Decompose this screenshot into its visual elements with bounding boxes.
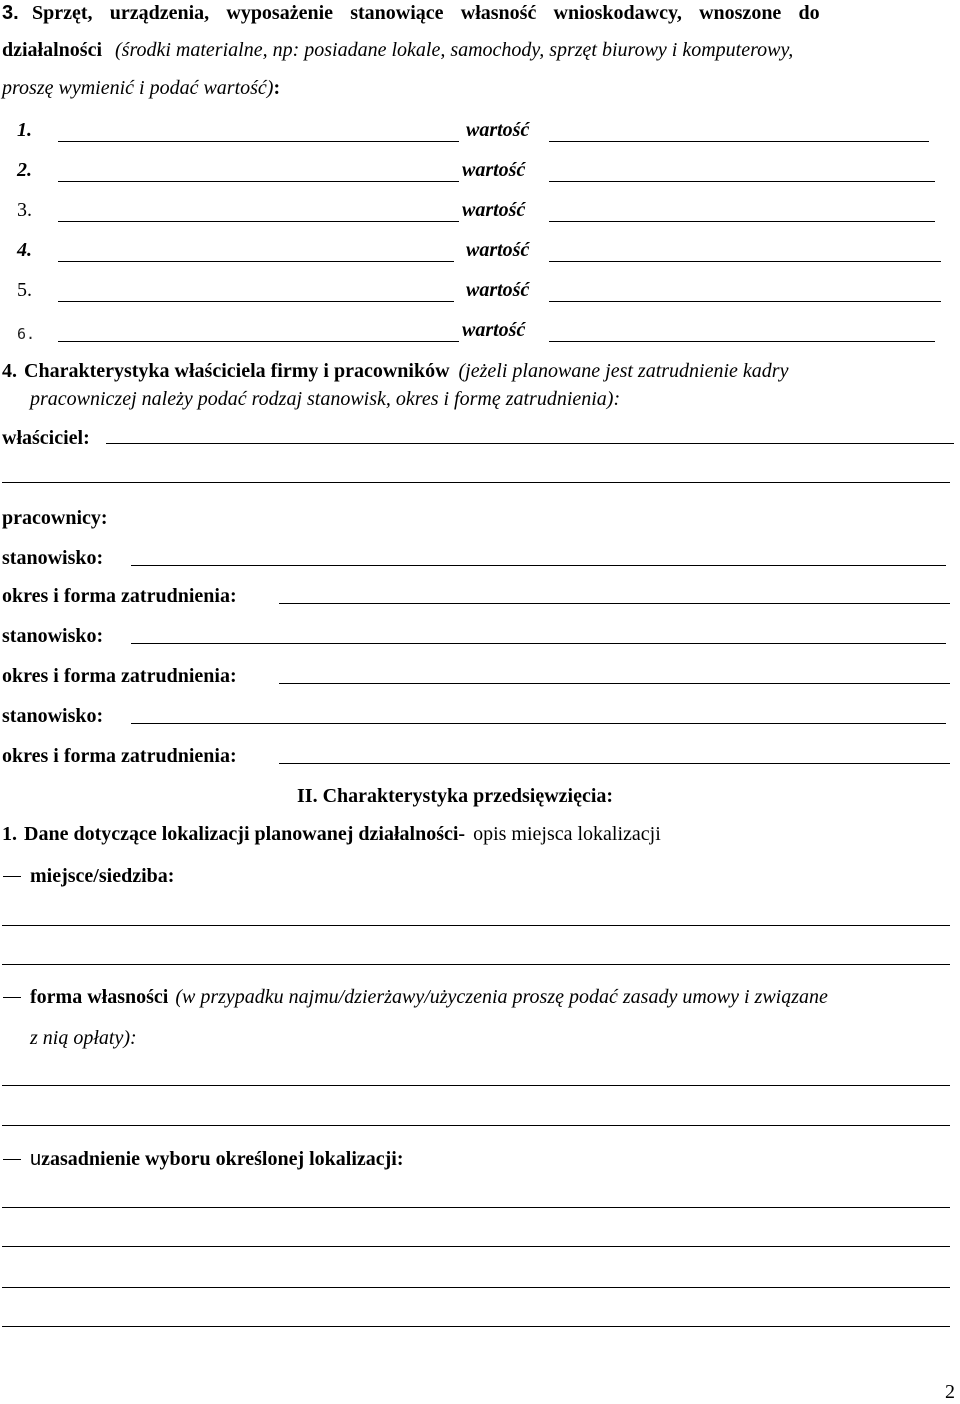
section4-title (2, 359, 788, 383)
justification-first-letter: u (30, 1148, 42, 1170)
employment-field-2[interactable] (279, 683, 950, 684)
location-field-line2[interactable] (2, 964, 950, 965)
page-number: 2 (945, 1381, 955, 1403)
item-2-number: 2. (17, 159, 32, 181)
section4-title-italic: (jeżeli planowane jest zatrudnienie kadry (458, 360, 789, 382)
section3-title-italic-end: proszę wymienić i podać wartość) (2, 77, 274, 99)
position-field-2[interactable] (131, 643, 946, 644)
item-6-number: 6. (17, 325, 36, 343)
item-6-value-field[interactable] (549, 341, 935, 342)
section4-number: 4. (2, 360, 17, 382)
section3-title-bold-part: działalności (2, 39, 103, 61)
part2-heading: II. Charakterystyka przedsięwzięcia: (297, 785, 614, 807)
owner-field[interactable] (106, 443, 954, 444)
item-1-value-label: wartość (466, 119, 530, 141)
item-4-description-field[interactable] (58, 261, 454, 262)
item-3-number: 3. (17, 199, 32, 221)
part2-item1 (2, 822, 661, 846)
ownership-italic-line2: z nią opłaty): (30, 1027, 137, 1049)
item-5-value-label: wartość (466, 279, 530, 301)
item-2-value-label: wartość (462, 159, 526, 181)
item-4-value-label: wartość (466, 239, 530, 261)
location-dash (3, 876, 21, 877)
justification-field-line1[interactable] (2, 1207, 950, 1208)
justification-rest: zasadnienie wyboru określonej lokalizacji: (41, 1148, 404, 1170)
section3-title-line1: Sprzęt, urządzenia, wyposażenie stanowiące własność wnioskodawcy, wnoszone do (32, 2, 820, 24)
item-5-value-field[interactable] (549, 301, 941, 302)
item-4-number: 4. (17, 239, 32, 261)
section4-title-bold: Charakterystyka właściciela firmy i pracowników (24, 360, 450, 382)
ownership-dash (3, 997, 21, 998)
location-field-line1[interactable] (2, 925, 950, 926)
justification-field-line4[interactable] (2, 1326, 950, 1327)
item-6-value-label: wartość (462, 319, 526, 341)
item-3-value-field[interactable] (549, 221, 935, 222)
justification-field-line3[interactable] (2, 1287, 950, 1288)
justification-label (30, 1147, 404, 1171)
ownership-bold: forma własności (30, 986, 169, 1008)
position-label-1: stanowisko: (2, 547, 104, 569)
ownership-field-line2[interactable] (2, 1125, 950, 1126)
section3-title-colon: : (273, 77, 281, 99)
employment-field-1[interactable] (279, 603, 950, 604)
item-2-description-field[interactable] (58, 181, 459, 182)
item-2-value-field[interactable] (549, 181, 935, 182)
part2-item1-bold: Dane dotyczące lokalizacji planowanej działalności- (24, 823, 466, 845)
position-field-1[interactable] (131, 565, 946, 566)
section3-title-italic-part: (środki materialne, np: posiadane lokale, samochody, sprzęt biurowy i komputerowy, (115, 39, 794, 61)
section3-title-line2 (2, 38, 793, 62)
justification-field-line2[interactable] (2, 1246, 950, 1247)
part2-item1-rest: opis miejsca lokalizacji (473, 823, 661, 845)
ownership-line1 (30, 985, 828, 1009)
position-label-3: stanowisko: (2, 705, 104, 727)
item-3-value-label: wartość (462, 199, 526, 221)
part2-item1-number: 1. (2, 823, 17, 845)
position-label-2: stanowisko: (2, 625, 104, 647)
section3-number: 3. (2, 2, 19, 24)
section4-title-italic-line2: pracowniczej należy podać rodzaj stanowisk, okres i formę zatrudnienia): (30, 388, 621, 410)
item-3-description-field[interactable] (58, 221, 459, 222)
item-1-value-field[interactable] (549, 141, 929, 142)
ownership-field-line1[interactable] (2, 1085, 950, 1086)
item-6-description-field[interactable] (58, 341, 459, 342)
employment-label-2: okres i forma zatrudnienia: (2, 665, 237, 687)
employment-field-3[interactable] (279, 763, 950, 764)
item-1-description-field[interactable] (58, 141, 459, 142)
item-1-number: 1. (17, 119, 32, 141)
employees-label: pracownicy: (2, 507, 108, 529)
employment-label-1: okres i forma zatrudnienia: (2, 585, 237, 607)
ownership-italic: (w przypadku najmu/dzierżawy/użyczenia proszę podać zasady umowy i związane (175, 986, 828, 1008)
justification-dash (3, 1159, 21, 1160)
item-4-value-field[interactable] (549, 261, 941, 262)
owner-label: właściciel: (2, 427, 90, 449)
location-label: miejsce/siedziba: (30, 865, 175, 887)
owner-field-line2[interactable] (2, 482, 950, 483)
section3-title-line3 (2, 76, 280, 100)
employment-label-3: okres i forma zatrudnienia: (2, 745, 237, 767)
item-5-description-field[interactable] (58, 301, 454, 302)
item-5-number: 5. (17, 279, 32, 301)
position-field-3[interactable] (131, 723, 946, 724)
